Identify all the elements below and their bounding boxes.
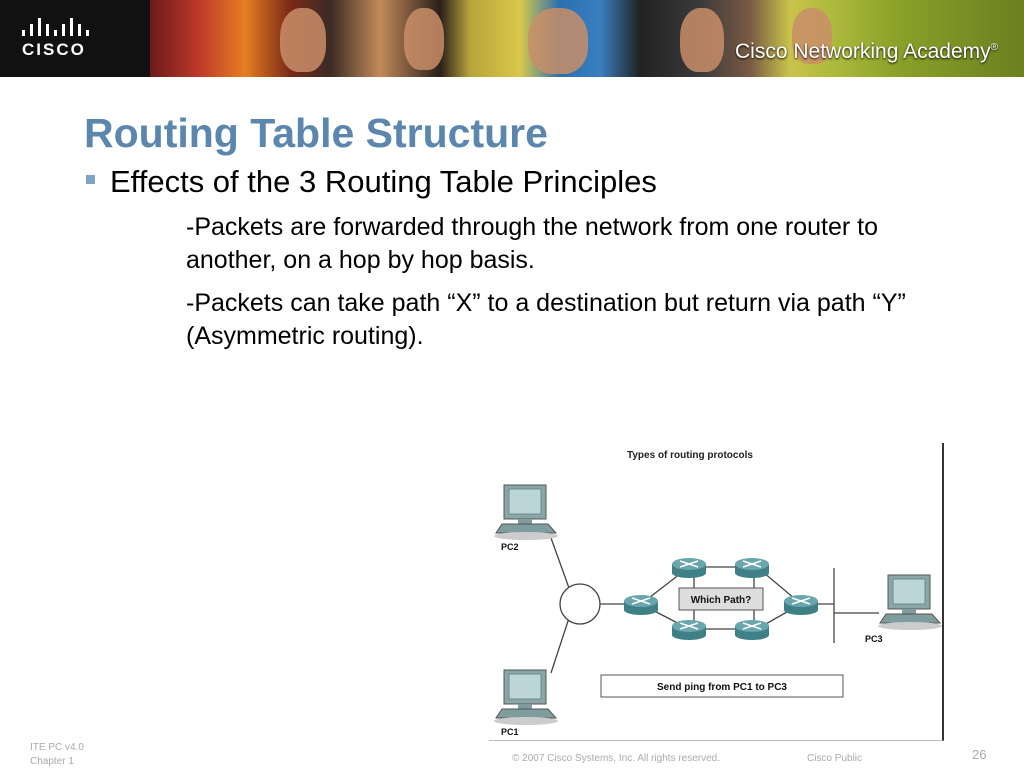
router-icon: [672, 558, 706, 578]
pc2-computer-icon: [494, 485, 558, 540]
router-icon: [735, 558, 769, 578]
slide-title: Routing Table Structure: [84, 110, 548, 156]
pc3-computer-icon: [878, 575, 942, 630]
diagram-canvas: [489, 443, 942, 740]
banner-photo: [404, 8, 444, 70]
hub-icon: [560, 584, 600, 624]
sub-point-1: -Packets are forwarded through the network from one router to another, on a hop by hop basis.: [186, 213, 879, 274]
bullet-square-icon: [86, 175, 95, 184]
page-number: 26: [972, 747, 987, 762]
bullet-text: Effects of the 3 Routing Table Principles: [110, 164, 657, 199]
brand-text: Cisco Networking Academy: [735, 40, 991, 63]
classification-label: Cisco Public: [807, 753, 863, 764]
brand-mark: ®: [990, 42, 998, 53]
router-icon: [672, 620, 706, 640]
diagram-title: Types of routing protocols: [627, 450, 753, 461]
router-icon: [624, 595, 658, 615]
pc1-label: PC1: [501, 727, 519, 737]
cisco-logo-text: CISCO: [22, 40, 86, 59]
ping-box-label: Send ping from PC1 to PC3: [656, 682, 788, 693]
course-line-2: Chapter 1: [30, 756, 74, 767]
course-line-1: ITE PC v4.0: [30, 742, 84, 753]
banner-photo: [680, 8, 724, 72]
networking-academy-brand: [735, 40, 998, 64]
pc1-computer-icon: [494, 670, 558, 725]
pc3-label: PC3: [865, 634, 883, 644]
course-info: [30, 741, 84, 769]
router-icon: [735, 620, 769, 640]
cisco-bars-icon: [22, 18, 92, 38]
banner-photo: [528, 8, 588, 74]
pc2-label: PC2: [501, 542, 519, 552]
router-icon: [784, 595, 818, 615]
sub-point-2: -Packets can take path “X” to a destination but return via path “Y” (Asymmetric routing).: [186, 289, 906, 350]
network-diagram: [489, 443, 944, 741]
header-banner: [0, 0, 1024, 77]
banner-photo: [280, 8, 326, 72]
which-path-label: Which Path?: [690, 595, 752, 606]
copyright-notice: © 2007 Cisco Systems, Inc. All rights reserved.: [512, 753, 721, 764]
cisco-logo: [0, 0, 150, 77]
